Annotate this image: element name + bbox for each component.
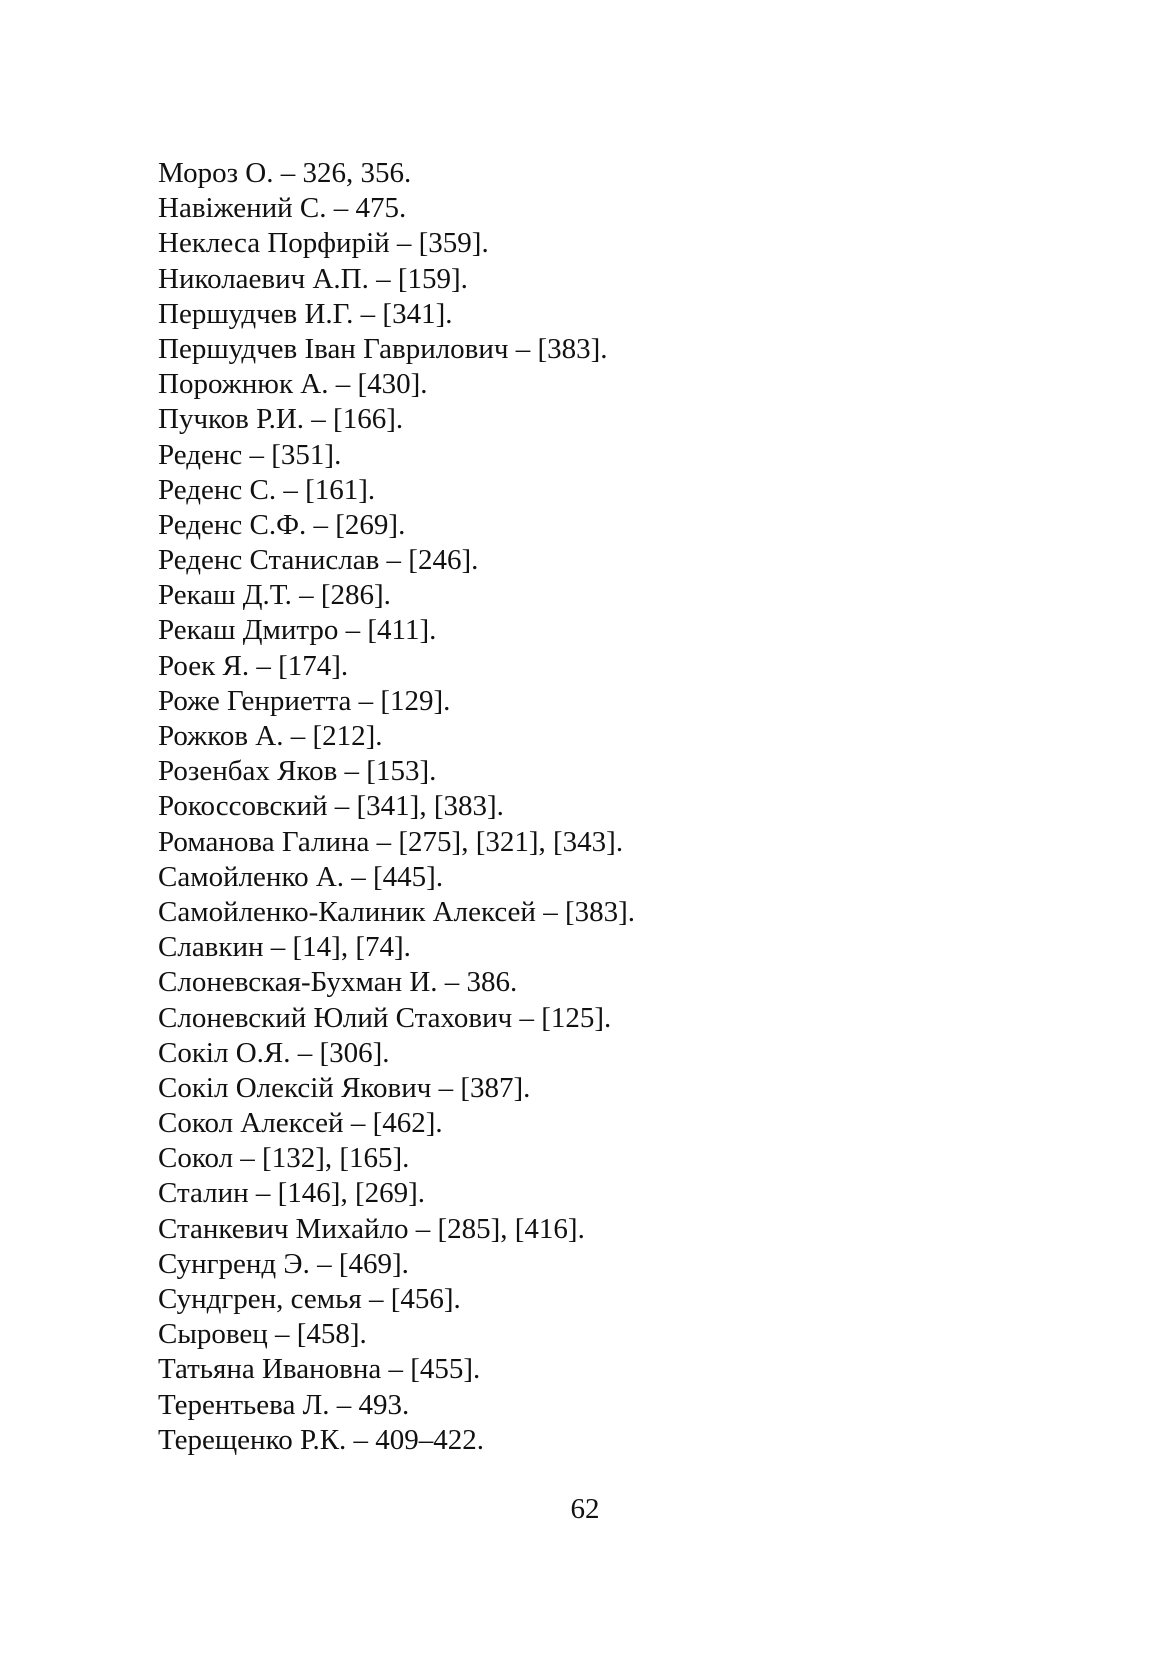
index-entry: Реденс Станислав – [246]. xyxy=(158,544,479,577)
index-entry: Реденс С.Ф. – [269]. xyxy=(158,508,406,541)
index-entry: Реденс – [351]. xyxy=(158,438,342,471)
index-entry: Слоневский Юлий Стахович – [125]. xyxy=(158,1001,612,1034)
index-entry: Першудчев И.Г. – [341]. xyxy=(158,297,453,330)
index-entry: Самойленко А. – [445]. xyxy=(158,860,444,893)
index-entry: Порожнюк А. – [430]. xyxy=(158,368,428,401)
index-entry: Слоневская-Бухман И. – 386. xyxy=(158,966,518,999)
index-entry: Реденс С. – [161]. xyxy=(158,473,376,506)
index-entry: Сундгрен, семья – [456]. xyxy=(158,1283,461,1315)
index-entry: Славкин – [14], [74]. xyxy=(158,931,411,964)
index-entry: Терещенко Р.К. – 409–422. xyxy=(158,1423,485,1456)
index-entry: Сталин – [146], [269]. xyxy=(158,1177,426,1210)
index-entry: Неклеса Порфирій – [359]. xyxy=(158,227,489,260)
index-entry: Татьяна Ивановна – [455]. xyxy=(158,1353,481,1386)
index-entry: Мороз О. – 326, 356. xyxy=(158,157,412,189)
index-entry: Романова Галина – [275], [321], [343]. xyxy=(158,825,624,858)
index-entry: Розенбах Яков – [153]. xyxy=(158,755,437,788)
index-entry: Сокол Алексей – [462]. xyxy=(158,1107,443,1140)
index-entry: Самойленко-Калиник Алексей – [383]. xyxy=(158,895,636,928)
index-entry: Терентьева Л. – 493. xyxy=(158,1388,410,1421)
page-number: 62 xyxy=(570,1493,600,1525)
index-entry: Рокоссовский – [341], [383]. xyxy=(158,790,504,823)
index-entry: Роек Я. – [174]. xyxy=(158,649,349,682)
index-entry: Пучков Р.И. – [166]. xyxy=(158,403,404,436)
index-entry: Сунгренд Э. – [469]. xyxy=(158,1247,409,1280)
index-entry: Навіжений С. – 475. xyxy=(158,192,407,225)
index-entry: Станкевич Михайло – [285], [416]. xyxy=(158,1212,585,1245)
index-entry: Рекаш Дмитро – [411]. xyxy=(158,614,437,647)
index-entry: Першудчев Іван Гаврилович – [383]. xyxy=(158,332,608,365)
name-index-list xyxy=(158,156,635,1458)
index-entry: Николаевич А.П. – [159]. xyxy=(158,262,468,295)
index-entry: Рекаш Д.Т. – [286]. xyxy=(158,579,391,612)
index-entry: Роже Генриетта – [129]. xyxy=(158,684,451,717)
index-entry: Сокіл О.Я. – [306]. xyxy=(158,1036,390,1069)
index-entry: Рожков А. – [212]. xyxy=(158,720,383,752)
index-entry: Сокіл Олексій Якович – [387]. xyxy=(158,1071,531,1104)
index-entry: Сыровец – [458]. xyxy=(158,1318,367,1351)
index-entry: Сокол – [132], [165]. xyxy=(158,1142,410,1175)
